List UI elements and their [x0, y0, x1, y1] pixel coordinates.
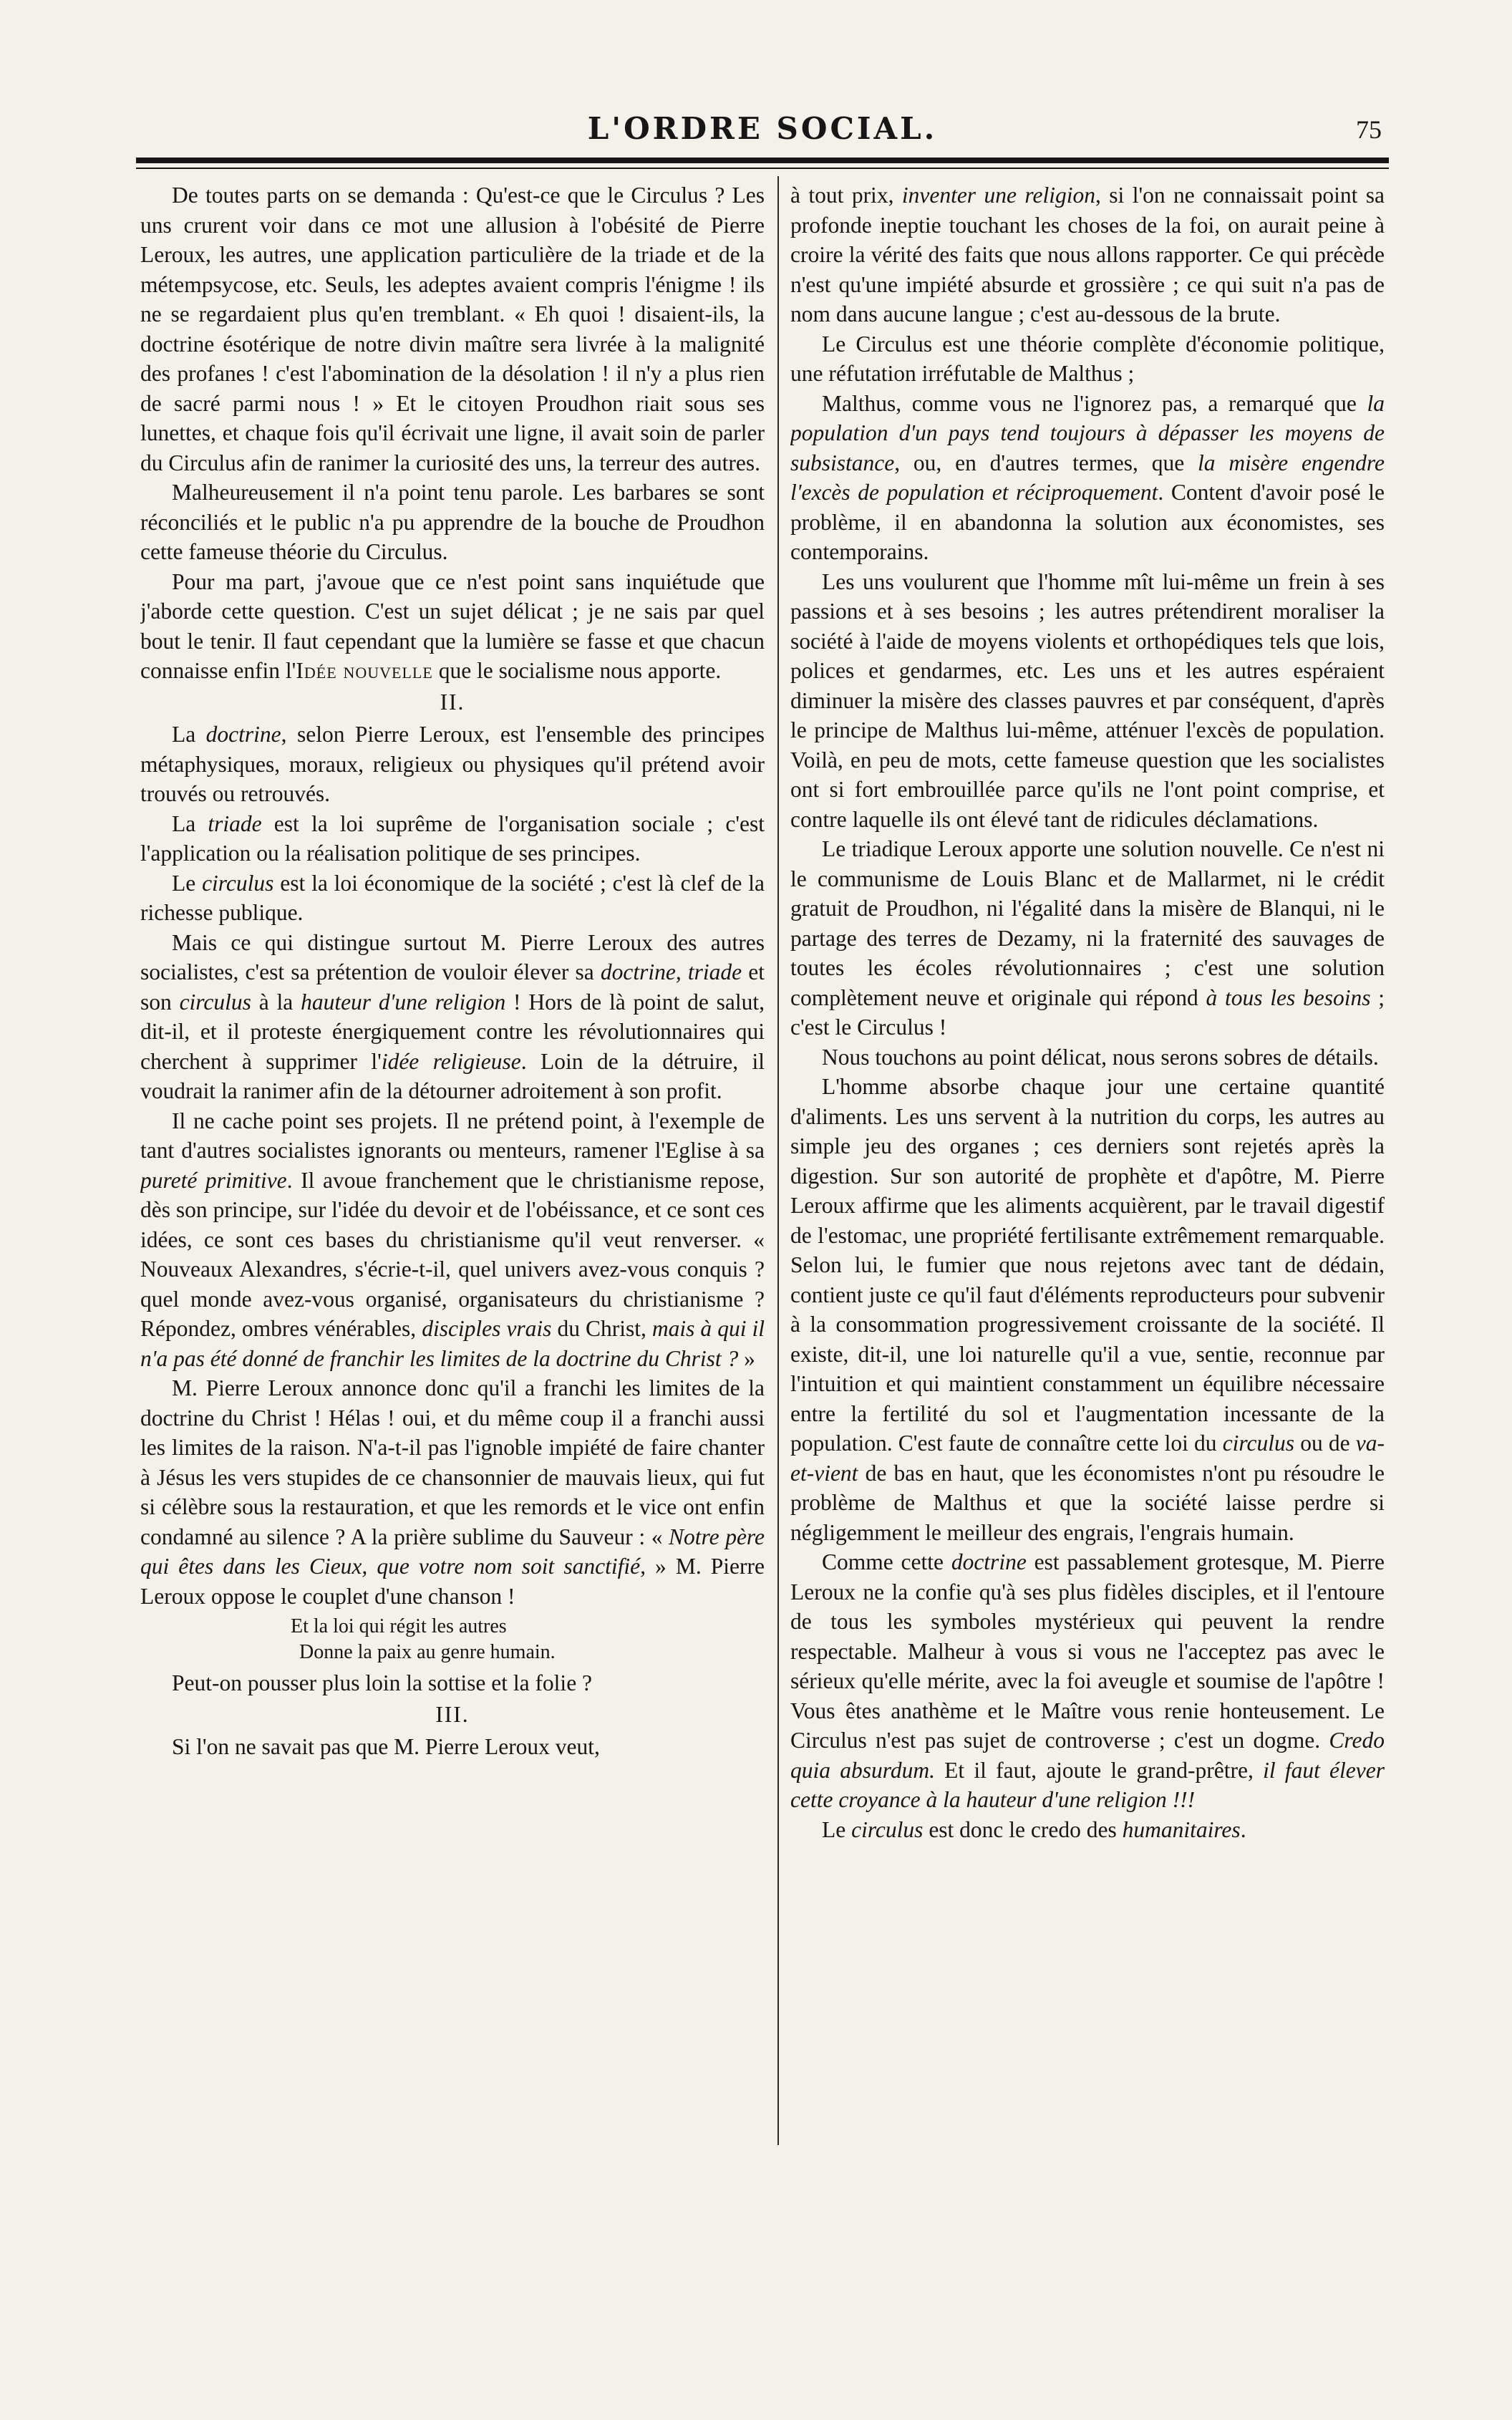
header-rule-thin — [136, 168, 1389, 169]
page-header — [136, 107, 1389, 155]
paragraph: Malheureusement il n'a point tenu parole. Les barbares se sont réconciliés et le public n'a pu apprendre de la bouche de Proudhon cette fameuse théorie du Circulus. — [140, 480, 765, 564]
paragraph: Mais ce qui distingue surtout M. Pierre Leroux des autres socialistes, c'est sa prétention de vouloir élever sa doctrine, triade et son circulus à la hauteur d'une religion ! Hors de là point de salut, dit-il, et il proteste énergiquement contre les révolutionnaires qui cherchent à supprimer l'idée religieuse. Loin de la détruire, il voudrait la ranimer afin de la détourner adroitement à son profit. — [140, 929, 765, 1103]
paragraph: Le circulus est la loi économique de la société ; c'est là clef de la richesse publique. — [140, 870, 765, 925]
paragraph: Le Circulus est une théorie complète d'économie politique, une réfutation irréfutable de Malthus ; — [790, 331, 1385, 386]
paragraph: L'homme absorbe chaque jour une certaine quantité d'aliments. Les uns servent à la nutrition du corps, les autres au simple jeu des organes ; ces derniers sont rejetés après la digestion. Sur son autorité de prophète et d'apôtre, M. Pierre Leroux affirme que les aliments acquièrent, par le travail digestif de l'estomac, une propriété fertilisante extrêmement remarquable. Selon lui, le fumier que nous rejetons avec tant de dédain, contient juste ce qu'il faut d'éléments reproducteurs pour subvenir à la consommation progressivement croissante de la société. Il existe, dit-il, une loi naturelle qu'il a vue, sentie, reconnue par l'intuition et qui maintient constamment un équilibre nécessaire entre la fertilité du sol et l'augmentation incessante de la population. C'est faute de connaître cette loi du circulus ou de va-et-vient de bas en haut, que les économistes n'ont pu résoudre le problème de Malthus et que la société laisse perdre si négligemment le meilleur des engrais, l'engrais humain. — [790, 1074, 1385, 1545]
paragraph: Si l'on ne savait pas que M. Pierre Leroux veut, — [172, 1734, 600, 1759]
paragraph: Comme cette doctrine est passablement grotesque, M. Pierre Leroux ne la confie qu'à ses plus fidèles disciples, et il l'entoure de tous les symboles mystérieux qui peuvent la rendre respectable. Malheur à vous si vous ne l'acceptez pas avec le sérieux qu'elle mérite, avec la foi aveugle et soumise de l'apôtre ! Vous êtes anathème et le Maître vous renie honteusement. Le Circulus n'est pas sujet de controverse ; c'est un dogme. Credo quia absurdum. Et il faut, ajoute le grand-prêtre, il faut élever cette croyance à la hauteur d'une religion !!! — [790, 1549, 1385, 1812]
paragraph: Les uns voulurent que l'homme mît lui-même un frein à ses passions et à ses besoins ; les autres prétendirent moraliser la société à l'aide de moyens violents et orthopédiques tels que lois, polices et gendarmes, etc. Les uns et les autres espéraient diminuer la misère des classes pauvres et par conséquent, d'après le principe de Malthus lui-même, atténuer l'excès de population. Voilà, en peu de mots, cette fameuse question que les socialistes ont si fort embrouillée parce qu'ils ne l'ont point comprise, et contre laquelle ils ont élevé tant de ridicules déclamations. — [790, 568, 1385, 832]
paragraph: Il ne cache point ses projets. Il ne prétend point, à l'exemple de tant d'autres socialistes ignorants ou menteurs, ramener l'Eglise à sa pureté primitive. Il avoue franchement que le christianisme repose, dès son principe, sur l'idée du devoir et de l'obéissance, et ce sont ces idées, ce sont ces bases du christianisme qu'il veut renverser. « Nouveaux Alexandres, s'écrie-t-il, quel univers avez-vous conquis ? quel monde avez-vous organisé, organisateurs du christianisme ? Répondez, ombres vénérables, disciples vrais du Christ, mais à qui il n'a pas été donné de franchir les limites de la doctrine du Christ ? » — [140, 1108, 765, 1371]
paragraph: Pour ma part, j'avoue que ce n'est point sans inquiétude que j'aborde cette question. C'est un sujet délicat ; je ne sais par quel bout le tenir. Il faut cependant que la lumière se fasse et que chacun connaisse enfin l'Idée nouvelle que le socialisme nous apporte. — [140, 568, 765, 683]
paragraph: à tout prix, inventer une religion, si l'on ne connaissait point sa profonde ineptie touchant les choses de la foi, on aurait peine à croire la vérité des faits que nous allons rapporter. Ce qui précède n'est qu'une impiété absurde et grossière ; ce qui suit n'a pas de nom dans aucune langue ; c'est au-dessous de la brute. — [790, 183, 1385, 326]
verse-quote — [140, 1614, 765, 1665]
column-divider — [777, 176, 779, 2145]
paragraph: Le triadique Leroux apporte une solution nouvelle. Ce n'est ni le communisme de Louis Blanc et de Mallarmet, ni le crédit gratuit de Proudhon, ni l'égalité dans la misère de Blanqui, ni le partage des terres de Dezamy, ni la fraternité des sauvages de toutes les écoles révolutionnaires ; c'est une solution complètement neuve et originale qui répond à tous les besoins ; c'est le Circulus ! — [790, 836, 1385, 1040]
paragraph: De toutes parts on se demanda : Qu'est-ce que le Circulus ? Les uns crurent voir dans ce mot une allusion à l'obésité de Pierre Leroux, les autres, une application particulière de la triade et de la métempsycose, etc. Seuls, les adeptes avaient compris l'énigme ! ils ne se regardaient plus qu'en tremblant. « Eh quoi ! disaient-ils, la doctrine ésotérique de notre divin maître sera livrée à la malignité des profanes ! c'est l'abomination de la désolation ! il n'y a plus rien de sacré parmi nous ! » Et le citoyen Proudhon riait sous ses lunettes, et chaque fois qu'il écrivait une ligne, il avait soin de parler du Circulus afin de ranimer la curiosité des uns, la terreur des autres. — [140, 183, 765, 475]
section-heading: III. — [435, 1701, 470, 1727]
paragraph: Le circulus est donc le credo des humanitaires. — [822, 1816, 1246, 1842]
left-column — [140, 180, 765, 2142]
paragraph: Nous touchons au point délicat, nous serons sobres de détails. — [822, 1044, 1379, 1070]
paragraph: Malthus, comme vous ne l'ignorez pas, a remarqué que la population d'un pays tend toujours à dépasser les moyens de subsistance, ou, en d'autres termes, que la misère engendre l'excès de population et réciproquement. Content d'avoir posé le problème, il en abandonna la solution aux économistes, ses contemporains. — [790, 390, 1385, 564]
paragraph: La triade est la loi suprême de l'organisation sociale ; c'est l'application ou la réalisation politique de ses principes. — [140, 810, 765, 866]
paragraph: La doctrine, selon Pierre Leroux, est l'ensemble des principes métaphysiques, moraux, religieux ou physiques qu'il prétend avoir trouvés ou retrouvés. — [140, 722, 765, 806]
page-number: 75 — [1356, 115, 1382, 144]
section-heading: II. — [440, 689, 465, 715]
verse-line: Donne la paix au genre humain. — [299, 1641, 556, 1663]
paragraph: Peut-on pousser plus loin la sottise et la folie ? — [172, 1670, 593, 1695]
masthead-title: L'ORDRE SOCIAL. — [587, 111, 938, 146]
right-column — [790, 180, 1385, 2142]
paragraph: M. Pierre Leroux annonce donc qu'il a franchi les limites de la doctrine du Christ ! Hélas ! oui, et du même coup il a franchi aussi les limites de la raison. N'a-t-il pas l'ignoble impiété de faire chanter à Jésus les vers stupides de ce chansonnier de mauvais lieux, qui fut si célèbre sous la restauration, et que les remords et le vice ont enfin condamné au silence ? A la prière sublime du Sauveur : « Notre père qui êtes dans les Cieux, que votre nom soit sanctifié, » M. Pierre Leroux oppose le couplet d'une chanson ! — [140, 1375, 765, 1609]
header-rule-thick — [136, 158, 1389, 163]
verse-line: Et la loi qui régit les autres — [291, 1615, 507, 1637]
